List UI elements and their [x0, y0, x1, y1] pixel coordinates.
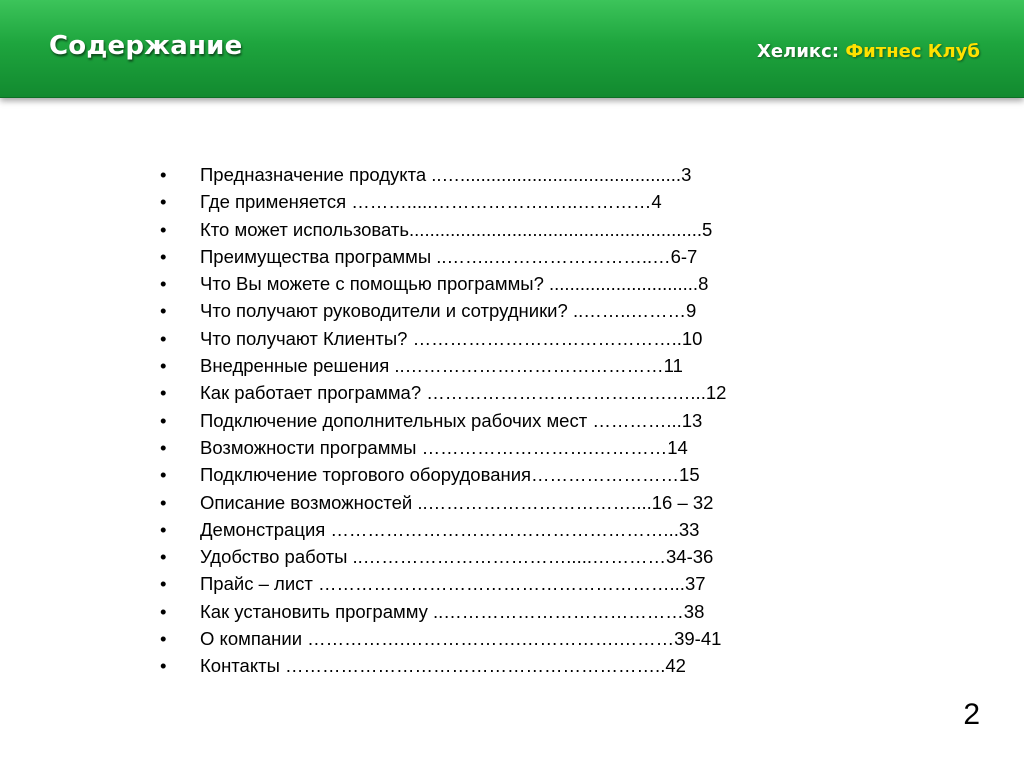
brand-label	[757, 41, 980, 62]
brand-name: Хеликс	[757, 41, 832, 62]
toc-item-label: Что Вы можете с помощью программы? .............................8	[200, 273, 709, 295]
toc-item[interactable]	[160, 297, 726, 324]
toc-item[interactable]	[160, 543, 726, 570]
toc-item-label: Предназначение продукта ..…...........................................3	[200, 164, 692, 185]
bullet-icon: •	[160, 273, 167, 295]
bullet-icon: •	[160, 218, 167, 240]
bullet-icon: •	[160, 546, 167, 568]
bullet-icon: •	[160, 191, 167, 213]
bullet-icon: •	[160, 164, 167, 185]
bullet-icon: •	[160, 655, 167, 677]
toc-item[interactable]	[160, 379, 726, 406]
toc-item-label: Описание возможностей ..……………………………....16 – 32	[200, 491, 714, 513]
toc-item[interactable]	[160, 652, 726, 679]
toc-item-label: Что получают Клиенты? ……………………………………..10	[200, 327, 703, 349]
toc-item-label: Подключение дополнительных рабочих мест …………...13	[200, 409, 703, 431]
brand-club: Фитнес Клуб	[845, 41, 980, 62]
page-number: 2	[963, 698, 980, 731]
bullet-icon: •	[160, 464, 167, 486]
bullet-icon: •	[160, 491, 167, 513]
toc-item-label: Удобство работы ..…………………………….....…………34-36	[200, 546, 714, 568]
bullet-icon: •	[160, 409, 167, 431]
toc-item[interactable]	[160, 352, 726, 379]
bullet-icon: •	[160, 436, 167, 458]
toc-item[interactable]	[160, 161, 726, 188]
header-bar	[0, 0, 1024, 98]
toc-item-label: Подключение торгового оборудования……………………15	[200, 464, 700, 486]
toc-item[interactable]	[160, 188, 726, 215]
toc-item-label: Как установить программу ..…………………………………38	[200, 600, 705, 622]
toc-item-label: Внедренные решения ..……………………………………11	[200, 355, 683, 377]
toc-item-label: Где применяется ……….....……………….…..…………4	[200, 191, 662, 213]
bullet-icon: •	[160, 573, 167, 595]
brand-separator: :	[831, 41, 840, 62]
toc-item-label: Преимущества программы ..……..……………………..…6-7	[200, 245, 698, 267]
toc-item[interactable]	[160, 461, 726, 488]
page-title: Содержание	[49, 31, 243, 61]
bullet-icon: •	[160, 518, 167, 540]
toc-item[interactable]	[160, 243, 726, 270]
toc-item-label: Что получают руководители и сотрудники? ..……..………9	[200, 300, 697, 322]
bullet-icon: •	[160, 382, 167, 404]
bullet-icon: •	[160, 245, 167, 267]
toc-item-label: Демонстрация ………………………………………………...33	[200, 518, 700, 540]
toc-item[interactable]	[160, 270, 726, 297]
toc-item[interactable]	[160, 216, 726, 243]
toc-item-label: Кто может использовать.........................................................5	[200, 218, 713, 240]
bullet-icon: •	[160, 300, 167, 322]
toc-item-label: Прайс – лист …………………………………………………...37	[200, 573, 706, 595]
toc-item[interactable]	[160, 516, 726, 543]
bullet-icon: •	[160, 628, 167, 650]
toc-item[interactable]	[160, 407, 726, 434]
toc-item[interactable]	[160, 325, 726, 352]
toc-item[interactable]	[160, 625, 726, 652]
bullet-icon: •	[160, 600, 167, 622]
toc-item[interactable]	[160, 434, 726, 461]
bullet-icon: •	[160, 327, 167, 349]
toc-item-label: Контакты ……………………………………………………..42	[200, 655, 686, 677]
toc-item-label: Как работает программа? ………………………………….…...12	[200, 382, 727, 404]
toc-item-label: Возможности программы ……………………….…………14	[200, 436, 688, 458]
toc-item[interactable]	[160, 489, 726, 516]
bullet-icon: •	[160, 355, 167, 377]
toc-item[interactable]	[160, 598, 726, 625]
toc-item[interactable]	[160, 570, 726, 597]
toc-item-label: О компании …………….……………….…………….………39-41	[200, 628, 722, 650]
table-of-contents	[160, 161, 726, 680]
